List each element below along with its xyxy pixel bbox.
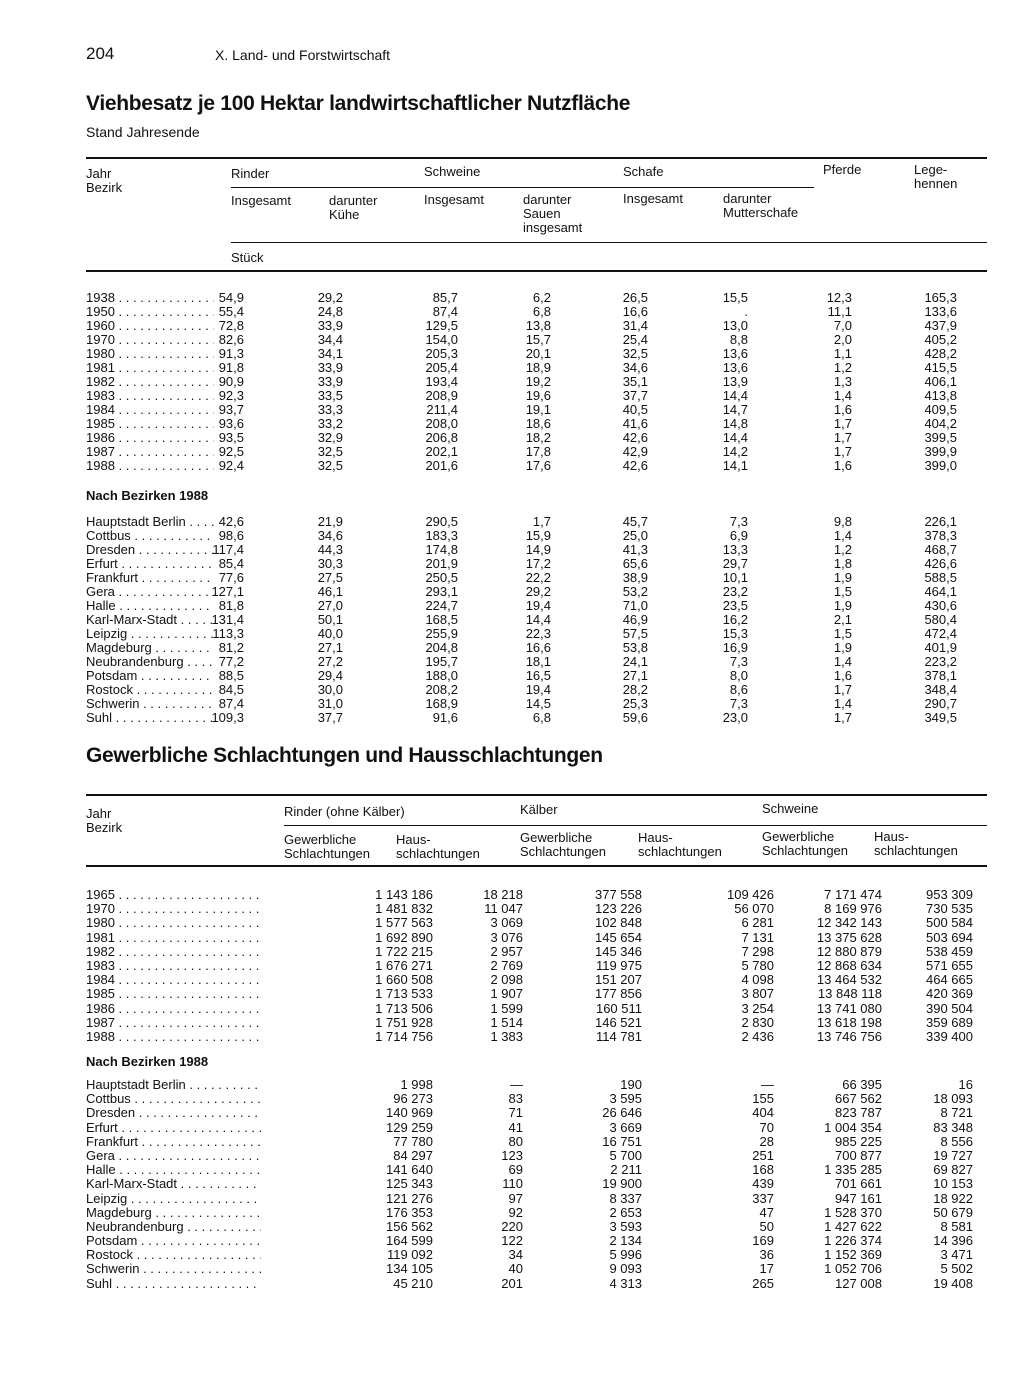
table-row: Karl-Marx-Stadt . . . 131,4 50,1 168,5 14,4 46,9 16,2 2,1 580,4	[86, 613, 987, 627]
table1-header-jahr: Jahr	[86, 166, 112, 181]
table1-header-sauen-1: darunter	[523, 192, 572, 207]
table-row: 1938 . . . 54,9 29,2 85,7 6,2 26,5 15,5 12,3 165,3	[86, 291, 987, 305]
table1-districts	[86, 515, 987, 725]
table-row: Dresden . . . 117,4 44,3 174,8 14,9 41,3 13,3 1,2 468,7	[86, 543, 987, 557]
table2-header-bezirk: Bezirk	[86, 820, 123, 835]
table-row: Suhl . . . 109,3 37,7 91,6 6,8 59,6 23,0 1,7 349,5	[86, 711, 987, 725]
table1-header-pferde: Pferde	[823, 162, 862, 177]
table1-group-rule	[231, 187, 814, 188]
table2-header-rule	[86, 865, 987, 867]
table1-header-sauen-2: Sauen	[523, 206, 561, 221]
table-row: Dresden . . . 140 969 71 26 646 404 823 787 8 721	[86, 1106, 987, 1120]
table1-subtitle: Stand Jahresende	[86, 124, 200, 140]
table2-header-kaelber: Kälber	[520, 802, 558, 817]
table-row: Neubrandenburg . . . 77,2 27,2 195,7 18,1 24,1 7,3 1,4 223,2	[86, 655, 987, 669]
table1-header-schafe: Schafe	[623, 164, 664, 179]
table2-top-rule	[86, 794, 987, 796]
table-row: 1960 . . . 72,8 33,9 129,5 13,8 31,4 13,0 7,0 437,9	[86, 319, 987, 333]
table2-header-kaelber-gew-2: Schlachtungen	[520, 844, 607, 859]
table1-header-rinder-insgesamt: Insgesamt	[231, 193, 291, 208]
table1-header-sauen-3: insgesamt	[523, 220, 583, 235]
table-row: 1984 . . . 1 660 508 2 098 151 207 4 098 13 464 532 464 665	[86, 973, 987, 987]
table-row: 1987 . . . 1 751 928 1 514 146 521 2 830 13 618 198 359 689	[86, 1016, 987, 1030]
section-header: X. Land- und Forstwirtschaft	[215, 47, 391, 63]
table2-header-kaelber-haus-2: schlachtungen	[638, 844, 722, 859]
table-row: Frankfurt . . . 77,6 27,5 250,5 22,2 38,9 10,1 1,9 588,5	[86, 571, 987, 585]
table1-header-legehennen-2: hennen	[914, 176, 958, 191]
table1-header-schweine-insgesamt: Insgesamt	[424, 192, 484, 207]
table2-group-rule	[284, 825, 987, 826]
table-row: 1988 . . . 92,4 32,5 201,6 17,6 42,6 14,1 1,6 399,0	[86, 459, 987, 473]
table2-header-schweine: Schweine	[762, 801, 819, 816]
table-row: 1983 . . . 92,3 33,5 208,9 19,6 37,7 14,4 1,4 413,8	[86, 389, 987, 403]
table-row: Leipzig . . . 121 276 97 8 337 337 947 161 18 922	[86, 1192, 987, 1206]
table-row: Cottbus . . . 98,6 34,6 183,3 15,9 25,0 6,9 1,4 378,3	[86, 529, 987, 543]
table-row: 1984 . . . 93,7 33,3 211,4 19,1 40,5 14,7 1,6 409,5	[86, 403, 987, 417]
table-row: Suhl . . . 45 210 201 4 313 265 127 008 19 408	[86, 1277, 987, 1291]
table-row: Hauptstadt Berlin . . . 1 998 — 190 — 66 395 16	[86, 1078, 987, 1092]
table2-districts	[86, 1078, 987, 1291]
table1-header-legehennen-1: Lege-	[914, 162, 948, 177]
table-row: 1970 . . . 1 481 832 11 047 123 226 56 070 8 169 976 730 535	[86, 902, 987, 916]
table-row: Potsdam . . . 88,5 29,4 188,0 16,5 27,1 8,0 1,6 378,1	[86, 669, 987, 683]
table-row: 1983 . . . 1 676 271 2 769 119 975 5 780 12 868 634 571 655	[86, 959, 987, 973]
table1-header-schafe-insgesamt: Insgesamt	[623, 191, 683, 206]
table2-header-rinder-gew-2: Schlachtungen	[284, 846, 371, 861]
table-row: Potsdam . . . 164 599 122 2 134 169 1 226 374 14 396	[86, 1234, 987, 1248]
table2-header-schweine-haus-2: schlachtungen	[874, 843, 958, 858]
table1-header-schweine: Schweine	[424, 164, 481, 179]
table1-top-rule	[86, 157, 987, 159]
table1-years	[86, 291, 987, 473]
table1-header-rinder: Rinder	[231, 166, 270, 181]
page-number: 204	[86, 44, 115, 63]
table2-header-rinder-haus-1: Haus-	[396, 832, 431, 847]
table1-group-label: Nach Bezirken 1988	[86, 488, 209, 503]
table1-unit-rule	[86, 270, 987, 272]
table1-title: Viehbesatz je 100 Hektar landwirtschaftlicher Nutzfläche	[86, 92, 631, 115]
table1-header-bezirk: Bezirk	[86, 180, 123, 195]
table-row: 1965 . . . 1 143 186 18 218 377 558 109 426 7 171 474 953 309	[86, 888, 987, 902]
table-row: 1980 . . . 1 577 563 3 069 102 848 6 281 12 342 143 500 584	[86, 916, 987, 930]
table-row: 1988 . . . 1 714 756 1 383 114 781 2 436 13 746 756 339 400	[86, 1030, 987, 1044]
table-row: Magdeburg . . . 176 353 92 2 653 47 1 528 370 50 679	[86, 1206, 987, 1220]
table-row: 1982 . . . 1 722 215 2 957 145 346 7 298 12 880 879 538 459	[86, 945, 987, 959]
table-row: 1985 . . . 1 713 533 1 907 177 856 3 807 13 848 118 420 369	[86, 987, 987, 1001]
table-row: 1980 . . . 91,3 34,1 205,3 20,1 32,5 13,6 1,1 428,2	[86, 347, 987, 361]
table2-header-schweine-haus-1: Haus-	[874, 829, 909, 844]
table2-header-schweine-gew-2: Schlachtungen	[762, 843, 849, 858]
table2-header-kaelber-gew-1: Gewerbliche	[520, 830, 593, 845]
table1-header-kuehe-2: Kühe	[329, 207, 360, 222]
table2-header-rinder-haus-2: schlachtungen	[396, 846, 480, 861]
table2-group-label: Nach Bezirken 1988	[86, 1054, 209, 1069]
table-row: 1982 . . . 90,9 33,9 193,4 19,2 35,1 13,9 1,3 406,1	[86, 375, 987, 389]
table-row: Gera . . . 84 297 123 5 700 251 700 877 19 727	[86, 1149, 987, 1163]
table-row: Erfurt . . . 85,4 30,3 201,9 17,2 65,6 29,7 1,8 426,6	[86, 557, 987, 571]
table-row: Erfurt . . . 129 259 41 3 669 70 1 004 354 83 348	[86, 1121, 987, 1135]
table2-header-rinder-gew-1: Gewerbliche	[284, 832, 357, 847]
table2-header-jahr: Jahr	[86, 806, 112, 821]
table1-unit: Stück	[231, 250, 264, 265]
table-row: Halle . . . 141 640 69 2 211 168 1 335 285 69 827	[86, 1163, 987, 1177]
table-row: Schwerin . . . 134 105 40 9 093 17 1 052 706 5 502	[86, 1262, 987, 1276]
table1-header-kuehe-1: darunter	[329, 193, 378, 208]
table-row: 1970 . . . 82,6 34,4 154,0 15,7 25,4 8,8 2,0 405,2	[86, 333, 987, 347]
table1-header-rule	[231, 242, 987, 243]
table-row: Rostock . . . 84,5 30,0 208,2 19,4 28,2 8,6 1,7 348,4	[86, 683, 987, 697]
table-row: 1986 . . . 1 713 506 1 599 160 511 3 254 13 741 080 390 504	[86, 1002, 987, 1016]
table-row: 1985 . . . 93,6 33,2 208,0 18,6 41,6 14,8 1,7 404,2	[86, 417, 987, 431]
table2-years	[86, 888, 987, 1044]
table-row: Magdeburg . . . 81,2 27,1 204,8 16,6 53,8 16,9 1,9 401,9	[86, 641, 987, 655]
table-row: Karl-Marx-Stadt . . . 125 343 110 19 900 439 701 661 10 153	[86, 1177, 987, 1191]
table-row: 1987 . . . 92,5 32,5 202,1 17,8 42,9 14,2 1,7 399,9	[86, 445, 987, 459]
table1-header-mutterschafe-1: darunter	[723, 191, 772, 206]
table2-header-kaelber-haus-1: Haus-	[638, 830, 673, 845]
table-row: 1986 . . . 93,5 32,9 206,8 18,2 42,6 14,4 1,7 399,5	[86, 431, 987, 445]
table-row: Hauptstadt Berlin . . . 42,6 21,9 290,5 1,7 45,7 7,3 9,8 226,1	[86, 515, 987, 529]
table-row: Leipzig . . . 113,3 40,0 255,9 22,3 57,5 15,3 1,5 472,4	[86, 627, 987, 641]
table2-header-rinder: Rinder (ohne Kälber)	[284, 804, 405, 819]
table-row: Cottbus . . . 96 273 83 3 595 155 667 562 18 093	[86, 1092, 987, 1106]
table-row: Neubrandenburg . . . 156 562 220 3 593 50 1 427 622 8 581	[86, 1220, 987, 1234]
table-row: 1950 . . . 55,4 24,8 87,4 6,8 16,6 . 11,1 133,6	[86, 305, 987, 319]
table-row: Halle . . . 81,8 27,0 224,7 19,4 71,0 23,5 1,9 430,6	[86, 599, 987, 613]
table-row: 1981 . . . 1 692 890 3 076 145 654 7 131 13 375 628 503 694	[86, 931, 987, 945]
table2-title: Gewerbliche Schlachtungen und Hausschlachtungen	[86, 744, 603, 767]
table-row: Frankfurt . . . 77 780 80 16 751 28 985 225 8 556	[86, 1135, 987, 1149]
table1-header-mutterschafe-2: Mutterschafe	[723, 205, 799, 220]
table-row: 1981 . . . 91,8 33,9 205,4 18,9 34,6 13,6 1,2 415,5	[86, 361, 987, 375]
table-row: Rostock . . . 119 092 34 5 996 36 1 152 369 3 471	[86, 1248, 987, 1262]
table2-header-schweine-gew-1: Gewerbliche	[762, 829, 835, 844]
table-row: Gera . . . 127,1 46,1 293,1 29,2 53,2 23,2 1,5 464,1	[86, 585, 987, 599]
table-row: Schwerin . . . 87,4 31,0 168,9 14,5 25,3 7,3 1,4 290,7	[86, 697, 987, 711]
